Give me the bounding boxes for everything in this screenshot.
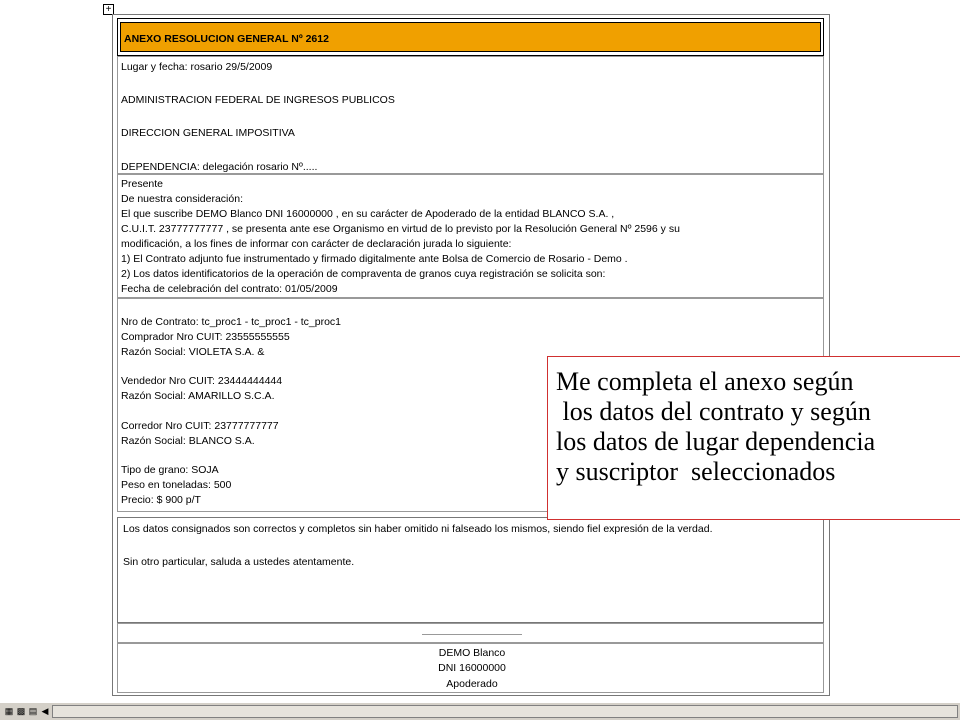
comprador-cuit: Comprador Nro CUIT: 23555555555 — [121, 331, 290, 343]
corredor-razon: Razón Social: BLANCO S.A. — [121, 435, 255, 447]
nro-contrato: Nro de Contrato: tc_proc1 - tc_proc1 - tc_proc1 — [121, 316, 342, 328]
print-view-icon[interactable]: ▤ — [28, 706, 38, 716]
presentation-line: El que suscribe DEMO Blanco DNI 16000000 , en su carácter de Apoderado de la entidad BLANCO S.A. , — [121, 208, 615, 220]
signature-dni: DNI 16000000 — [438, 662, 506, 674]
tipo-grano: Tipo de grano: SOJA — [121, 464, 219, 476]
horizontal-scrollbar[interactable] — [52, 705, 958, 718]
callout-line: los datos de lugar dependencia — [556, 427, 876, 456]
dependencia: DEPENDENCIA: delegación rosario Nº..... — [121, 161, 318, 173]
direccion: DIRECCION GENERAL IMPOSITIVA — [121, 127, 295, 139]
signature-rule — [422, 634, 522, 635]
presentation-line: C.U.I.T. 23777777777 , se presenta ante ese Organismo en virtud de lo previsto por la Resolución General Nº 2596 y su — [121, 223, 680, 235]
signature-caracter: Apoderado — [446, 678, 498, 690]
organismo: ADMINISTRACION FEDERAL DE INGRESOS PUBLICOS — [121, 94, 395, 106]
presentation-line: 1) El Contrato adjunto fue instrumentado y firmado digitalmente ante Bolsa de Comercio de Rosario - Demo . — [121, 253, 628, 265]
vendedor-razon: Razón Social: AMARILLO S.C.A. — [121, 390, 275, 402]
presentation-line: 2) Los datos identificatorios de la operación de compraventa de granos cuya registración se solicita son: — [121, 268, 606, 280]
closing-section — [117, 517, 824, 623]
table-move-handle[interactable]: + — [103, 4, 114, 15]
saludo: Sin otro particular, saluda a ustedes atentamente. — [123, 556, 355, 568]
callout-note — [547, 356, 960, 520]
precio: Precio: $ 900 p/T — [121, 494, 201, 506]
addressee-section — [117, 56, 824, 174]
presentation-line: modificación, a los fines de informar con carácter de declaración jurada lo siguiente: — [121, 238, 512, 250]
presentation-line: Fecha de celebración del contrato: 01/05/2009 — [121, 283, 338, 295]
presentation-line: Presente — [121, 178, 164, 190]
header-band — [117, 18, 824, 56]
comprador-razon: Razón Social: VIOLETA S.A. & — [121, 346, 265, 358]
corredor-cuit: Corredor Nro CUIT: 23777777777 — [121, 420, 279, 432]
callout-line: y suscriptor seleccionados — [556, 457, 836, 486]
callout-line: Me completa el anexo según — [556, 367, 854, 396]
web-view-icon[interactable]: ▩ — [16, 706, 26, 716]
vendedor-cuit: Vendedor Nro CUIT: 23444444444 — [121, 375, 283, 387]
peso: Peso en toneladas: 500 — [121, 479, 232, 491]
annex-title: ANEXO RESOLUCION GENERAL Nº 2612 — [120, 22, 821, 52]
normal-view-icon[interactable]: ▦ — [4, 706, 14, 716]
signature-rule-row — [117, 623, 824, 643]
presentation-line: De nuestra consideración: — [121, 193, 243, 205]
lugar-fecha: Lugar y fecha: rosario 29/5/2009 — [121, 61, 273, 73]
callout-line: los datos del contrato y según — [556, 397, 871, 426]
scroll-left-icon[interactable]: ◀ — [41, 706, 49, 716]
declaracion: Los datos consignados son correctos y completos sin haber omitido ni falseado los mismos, siendo fiel expresión de la verdad. — [123, 523, 713, 535]
presentation-section — [117, 174, 824, 298]
signature-name: DEMO Blanco — [438, 647, 506, 659]
status-bar — [0, 702, 960, 720]
